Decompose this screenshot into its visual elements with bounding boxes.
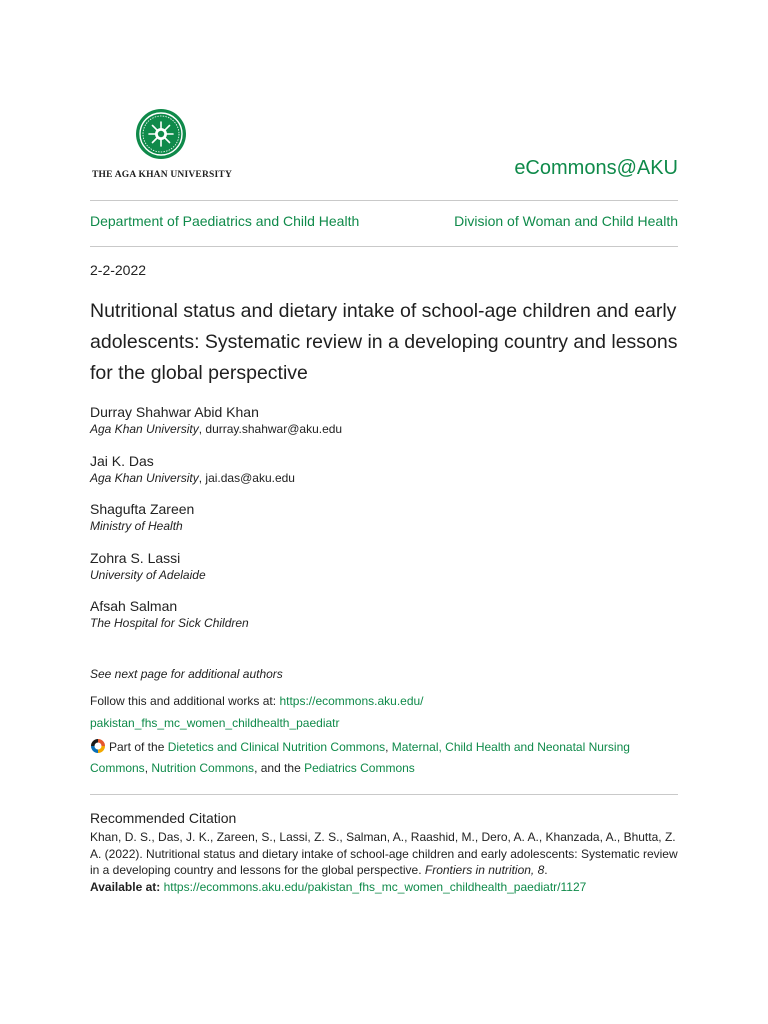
author-affiliation: University of Adelaide [90, 567, 206, 582]
author-affiliation: Aga Khan University, durray.shahwar@aku.edu [90, 422, 343, 436]
follow-works [90, 690, 680, 734]
department-link[interactable]: Department of Paediatrics and Child Health [90, 213, 360, 229]
journal-name: Frontiers in nutrition, 8 [424, 863, 545, 877]
author-name: Shagufta Zareen [90, 501, 195, 517]
divider [90, 246, 678, 247]
citation-text: Khan, D. S., Das, J. K., Zareen, S., Lassi, Z. S., Salman, A., Raashid, M., Dero, A. A., Khanzada, A., Bhutta, Z. A. (2022). Nutritional status and dietary intake of school-age children and early adolescents: Systematic review in a developing country and lessons for the global perspective. Frontiers in nutrition, 8. Available at: https://ecommons.aku.edu/pakistan_fhs_mc_women_childhealth_paediatr/1127 [90, 830, 678, 894]
part-of-prefix: Part of the [109, 740, 168, 754]
pediatrics-commons-link[interactable]: Pediatrics Commons [304, 761, 415, 775]
publication-date: 2-2-2022 [90, 262, 147, 278]
network-commons-icon [90, 738, 106, 754]
author-entry [90, 452, 680, 501]
ecommons-link[interactable]: eCommons@AKU [514, 157, 678, 179]
author-email: , jai.das@aku.edu [198, 470, 295, 485]
author-entry [90, 500, 680, 549]
author-name: Durray Shahwar Abid Khan [90, 404, 259, 420]
article-url-link[interactable]: https://ecommons.aku.edu/pakistan_fhs_mc_women_childhealth_paediatr/1127 [163, 879, 587, 894]
maternal-child-health-commons-link[interactable]: Maternal, Child Health and Neonatal Nursing Commons [90, 740, 630, 775]
article-title: Nutritional status and dietary intake of school-age children and early adolescents: Systematic review in a developing country and lessons for the global perspective [90, 300, 678, 384]
divider [90, 200, 678, 201]
author-name: Zohra S. Lassi [90, 549, 181, 566]
author-affiliation: Ministry of Health [90, 519, 183, 533]
aku-logo [92, 108, 234, 183]
author-email: , durray.shahwar@aku.edu [198, 422, 343, 436]
part-of-commons: Part of the Dietetics and Clinical Nutrition Commons, Maternal, Child Health and Neonatal Nursing Commons, Nutrition Commons, and the Pediatrics Commons [90, 740, 630, 775]
logo-wordmark: THE AGA KHAN UNIVERSITY [92, 170, 233, 180]
additional-authors-note: See next page for additional authors [90, 667, 283, 681]
available-at-label: Available at: [90, 879, 164, 894]
aku-seal-icon [135, 108, 187, 160]
author-name: Afsah Salman [90, 598, 178, 614]
author-list [90, 403, 680, 646]
author-name: Jai K. Das [90, 452, 154, 469]
follow-text: Follow this and additional works at: [90, 694, 280, 708]
collection-link[interactable]: https://ecommons.aku.edu/ [279, 694, 424, 708]
author-affiliation: Aga Khan University, jai.das@aku.edu [90, 470, 295, 485]
division-link[interactable]: Division of Woman and Child Health [454, 213, 678, 229]
nutrition-commons-link[interactable]: Nutrition Commons [151, 761, 255, 775]
recommended-citation-heading: Recommended Citation [90, 810, 237, 826]
author-affiliation: The Hospital for Sick Children [90, 616, 249, 630]
author-entry [90, 597, 680, 646]
divider [90, 794, 678, 795]
dietetics-commons-link[interactable]: Dietetics and Clinical Nutrition Commons [167, 740, 386, 754]
author-entry [90, 403, 680, 452]
author-entry [90, 549, 680, 598]
collection-link-continued[interactable]: pakistan_fhs_mc_women_childhealth_paediatr [90, 716, 340, 730]
